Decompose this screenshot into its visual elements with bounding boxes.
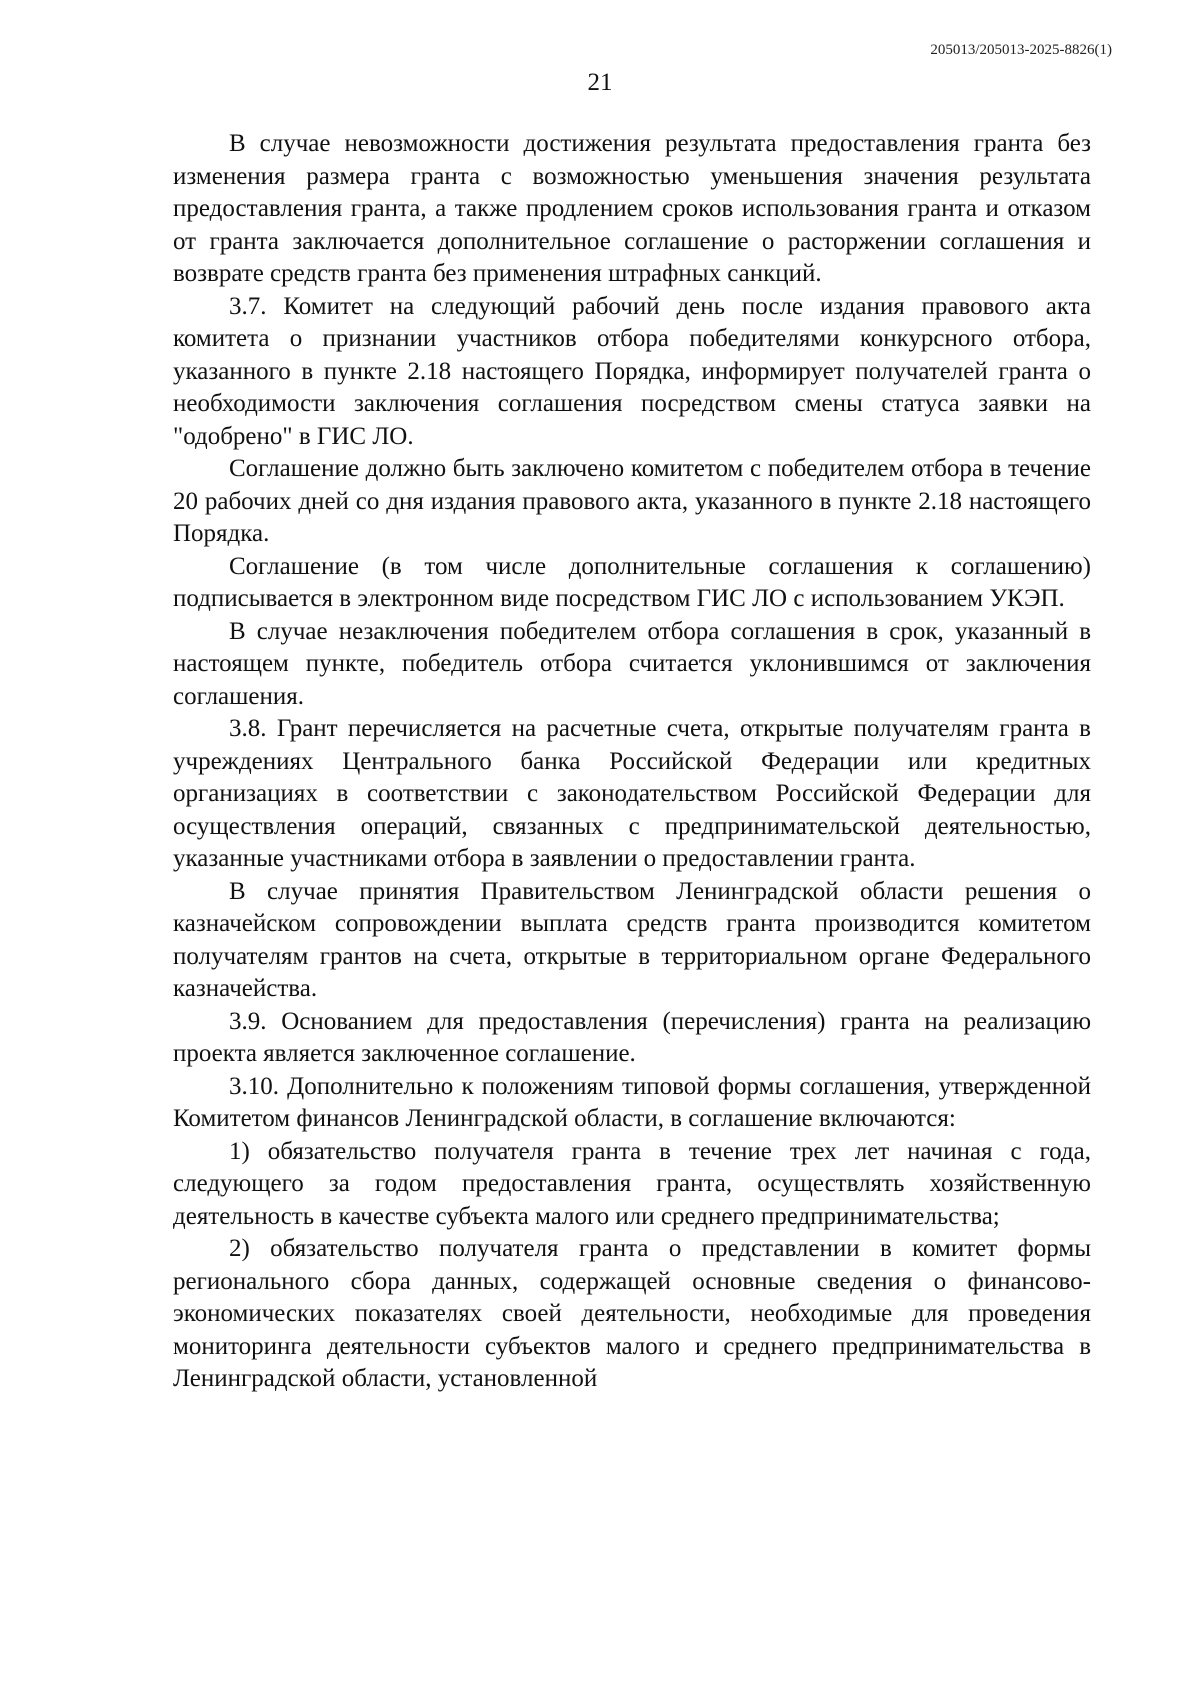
paragraph-agreement-term: Соглашение должно быть заключено комитетом с победителем отбора в течение 20 рабочих дней со дня издания правового акта, указанного в пункте 2.18 настоящего Порядка. — [173, 455, 1091, 547]
paragraph-treasury-support: В случае принятия Правительством Ленинградской области решения о казначейском сопровождении выплата средств гранта производится комитетом получателям грантов на счета, открытые в территориальном органе Федерального казначейства. — [173, 877, 1091, 1002]
paragraph-3-8: 3.8. Грант перечисляется на расчетные счета, открытые получателям гранта в учреждениях Центрального банка Российской Федерации или кредитных организациях в соответствии с законодательством Российской Федерации для осуществления операций, связанных с предпринимательской деятельностью, указанные участниками отбора в заявлении о предоставлении гранта. — [173, 715, 1091, 872]
document-body — [173, 128, 1091, 1396]
page-number: 21 — [587, 69, 613, 96]
document-id: 205013/205013-2025-8826(1) — [930, 42, 1112, 58]
paragraph-3-7: 3.7. Комитет на следующий рабочий день после издания правового акта комитета о признании участников отбора победителями конкурсного отбора, указанного в пункте 2.18 настоящего Порядка, информирует получателей гранта о необходимости заключения соглашения посредством смены статуса заявки на "одобрено" в ГИС ЛО. — [173, 292, 1091, 450]
list-item-2: 2) обязательство получателя гранта о представлении в комитет формы регионального сбора данных, содержащей основные сведения о финансово-экономических показателях своей деятельности, необходимые для проведения мониторинга деятельности субъектов малого и среднего предпринимательства в Ленинградской области, установленной — [173, 1235, 1091, 1392]
paragraph-non-conclusion: В случае незаключения победителем отбора соглашения в срок, указанный в настоящем пункте, победитель отбора считается уклонившимся от заключения соглашения. — [173, 617, 1091, 710]
paragraph-3-10: 3.10. Дополнительно к положениям типовой формы соглашения, утвержденной Комитетом финансов Ленинградской области, в соглашение включаются: — [173, 1072, 1091, 1132]
list-item-1: 1) обязательство получателя гранта в течение трех лет начиная с года, следующего за годом предоставления гранта, осуществлять хозяйственную деятельность в качестве субъекта малого или среднего предпринимательства; — [173, 1137, 1091, 1230]
paragraph-agreement-signing: Соглашение (в том числе дополнительные соглашения к соглашению) подписывается в электронном виде посредством ГИС ЛО с использованием УКЭП. — [173, 552, 1091, 612]
paragraph-3-9: 3.9. Основанием для предоставления (перечисления) гранта на реализацию проекта является заключенное соглашение. — [173, 1007, 1091, 1067]
paragraph-grant-impossibility: В случае невозможности достижения результата предоставления гранта без изменения размера гранта с возможностью уменьшения значения результата предоставления гранта, а также продлением сроков использования гранта и отказом от гранта заключается дополнительное соглашение о расторжении соглашения и возврате средств гранта без применения штрафных санкций. — [173, 130, 1091, 287]
